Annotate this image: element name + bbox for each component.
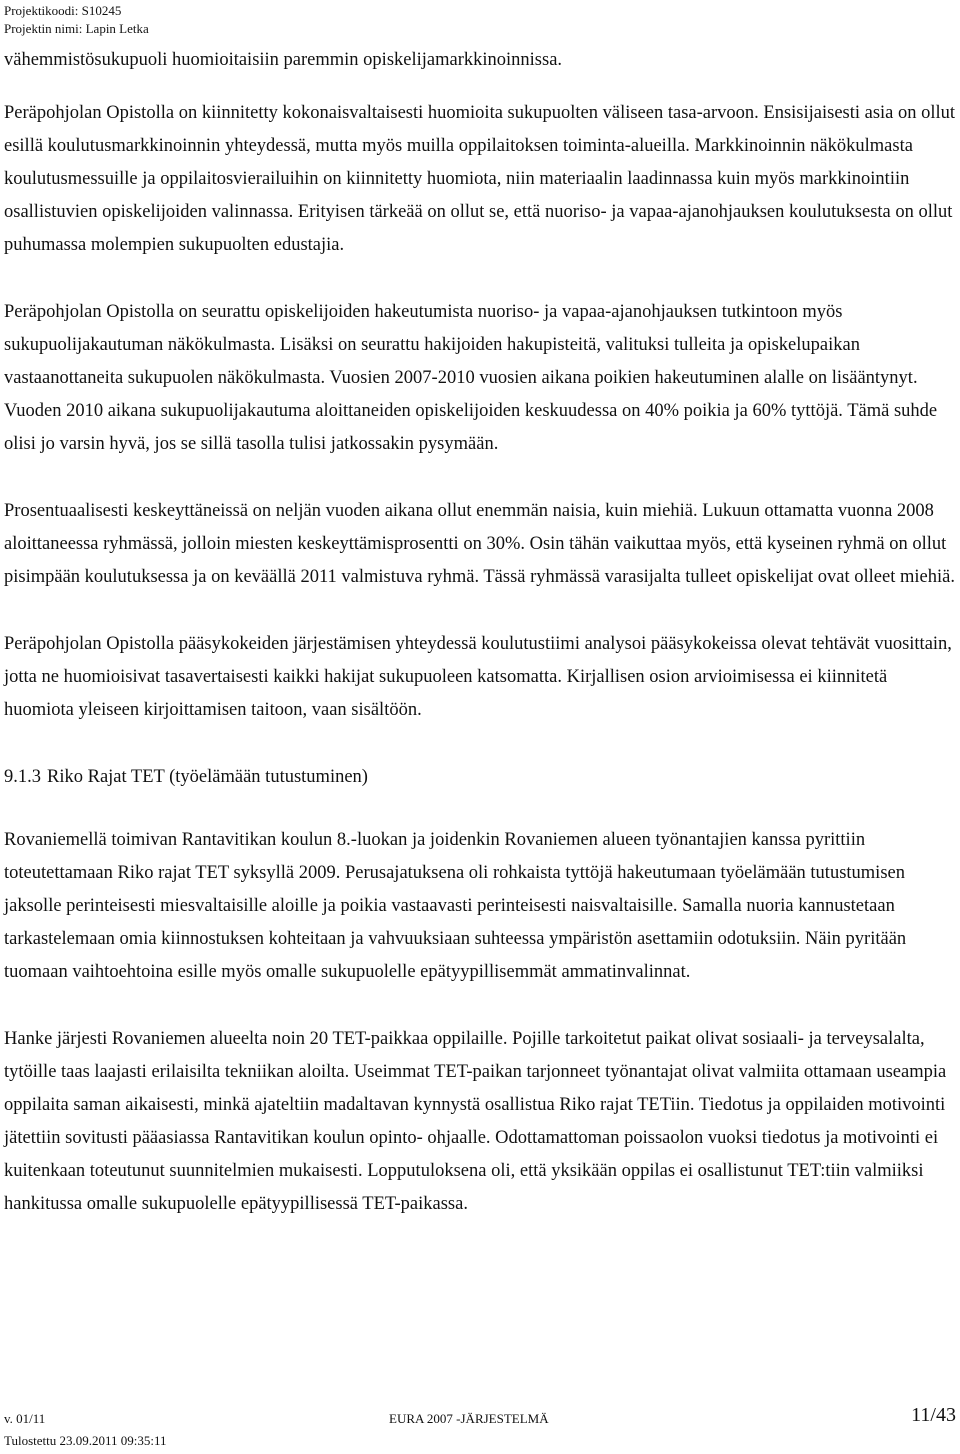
- paragraph: Peräpohjolan Opistolla on kiinnitetty kokonaisvaltaisesti huomioita sukupuolten väliseen tasa-arvoon. Ensisijaisesti asia on ollut esillä koulutusmarkkinoinnin yhteydessä, mutta myös muilla oppilaitoksen toiminta-alueilla. Markkinoinnin näkökulmasta koulutusmessuille ja oppilaitosvierailuihin on kiinnitetty huomiota, niin materiaalin laadinnassa kuin myös markkinointiin osallistuvien opiskelijoiden valinnassa. Erityisen tärkeää on ollut se, että nuoriso- ja vapaa-ajanohjauksen koulutuksesta on ollut puhumassa molempien sukupuolten edustajia.: [4, 103, 956, 255]
- document-body: [4, 44, 956, 1255]
- page-number: 11/43: [911, 1404, 956, 1426]
- paragraph: Hanke järjesti Rovaniemen alueelta noin 20 TET-paikkaa oppilaille. Pojille tarkoitetut paikat olivat sosiaali- ja terveysalalta, tytöille taas laajasti erilaisilta tekniikan aloilta. Useimmat TET-paikan tarjonneet työnantajat olivat valmiita ottamaan useampia oppilaita saman aikaisesti, minkä ajateltiin madaltavan kynnystä osallistua Riko rajat TETiin. Tiedotus ja oppilaiden motivointi jätettiin sovitusti pääasiassa Rantavitikan koulun opinto- ohjaalle. Odottamattoman poissaolon vuoksi tiedotus ja motivointi ei kuitenkaan toteutunut suunnitelmien mukaisesti. Lopputuloksena oli, että yksikään oppilas ei osallistunut TET:tiin valmiiksi hankitussa omalle sukupuolelle epätyypillisessä TET-paikassa.: [4, 1029, 947, 1214]
- print-timestamp: Tulostettu 23.09.2011 09:35:11: [4, 1433, 167, 1448]
- paragraph: vähemmistösukupuoli huomioitaisiin paremmin opiskelijamarkkinoinnissa.: [4, 50, 563, 70]
- paragraph: Peräpohjolan Opistolla on seurattu opiskelijoiden hakeutumista nuoriso- ja vapaa-ajanohjauksen tutkintoon myös sukupuolijakautuman näkökulmasta. Lisäksi on seurattu hakijoiden hakupisteitä, valituksi tulleita ja opiskelupaikan vastaanottaneita sukupuolen näkökulmasta. Vuosien 2007-2010 vuosien aikana poikien hakeutuminen alalle on lisääntynyt. Vuoden 2010 aikana sukupuolijakautuma aloittaneiden opiskelijoiden keskuudessa on 40% poikia ja 60% tyttöjä. Tämä suhde olisi jo varsin hyvä, jos se sillä tasolla tulisi jatkossakin pysymään.: [4, 302, 938, 454]
- page-footer: [4, 1404, 956, 1454]
- section-title: Riko Rajat TET (työelämään tutustuminen): [47, 767, 368, 787]
- paragraph: Prosentuaalisesti keskeyttäneissä on neljän vuoden aikana ollut enemmän naisia, kuin miehiä. Lukuun ottamatta vuonna 2008 aloittaneessa ryhmässä, jolloin miesten keskeyttämisprosentti on 30%. Osin tähän vaikuttaa myös, että kyseinen ryhmä on ollut pisimpään koulutuksessa ja on keväällä 2011 valmistuva ryhmä. Tässä ryhmässä varasijalta tulleet opiskelijat ovat olleet miehiä.: [4, 501, 955, 587]
- paragraph: Rovaniemellä toimivan Rantavitikan koulun 8.-luokan ja joidenkin Rovaniemen alueen työnantajien kanssa pyrittiin toteutettamaan Riko rajat TET syksyllä 2009. Perusajatuksena oli rohkaista tyttöjä hakeutumaan työelämään tutustumisen jaksolle perinteisesti miesvaltaisille aloille ja poikia vastaavasti perinteisesti naisvaltaisille. Samalla nuoria kannustetaan tarkastelemaan omia kiinnostuksen kohteitaan ja vahvuuksiaan suhteessa ympäristön asettamiin odotuksiin. Näin pyritään tuomaan vaihtoehtoina esille myös omalle sukupuolelle epätyypillisemmät ammatinvalinnat.: [4, 830, 907, 982]
- paragraph: Peräpohjolan Opistolla pääsykokeiden järjestämisen yhteydessä koulutustiimi analysoi pääsykokeissa olevat tehtävät vuosittain, jotta ne huomioisivat tasavertaisesti kaikki hakijat sukupuoleen katsomatta. Kirjallisen osion arvioimisessa ei kiinnitetä huomiota yleiseen kirjoittamisen taitoon, vaan sisältöön.: [4, 634, 952, 720]
- project-name: Projektin nimi: Lapin Letka: [4, 21, 149, 36]
- version-label: v. 01/11: [4, 1411, 46, 1426]
- section-heading: [4, 761, 956, 794]
- project-code: Projektikoodi: S10245: [4, 3, 122, 18]
- page-header: [4, 2, 149, 38]
- section-number: 9.1.3: [4, 767, 41, 787]
- system-name: EURA 2007 -JÄRJESTELMÄ: [389, 1411, 549, 1426]
